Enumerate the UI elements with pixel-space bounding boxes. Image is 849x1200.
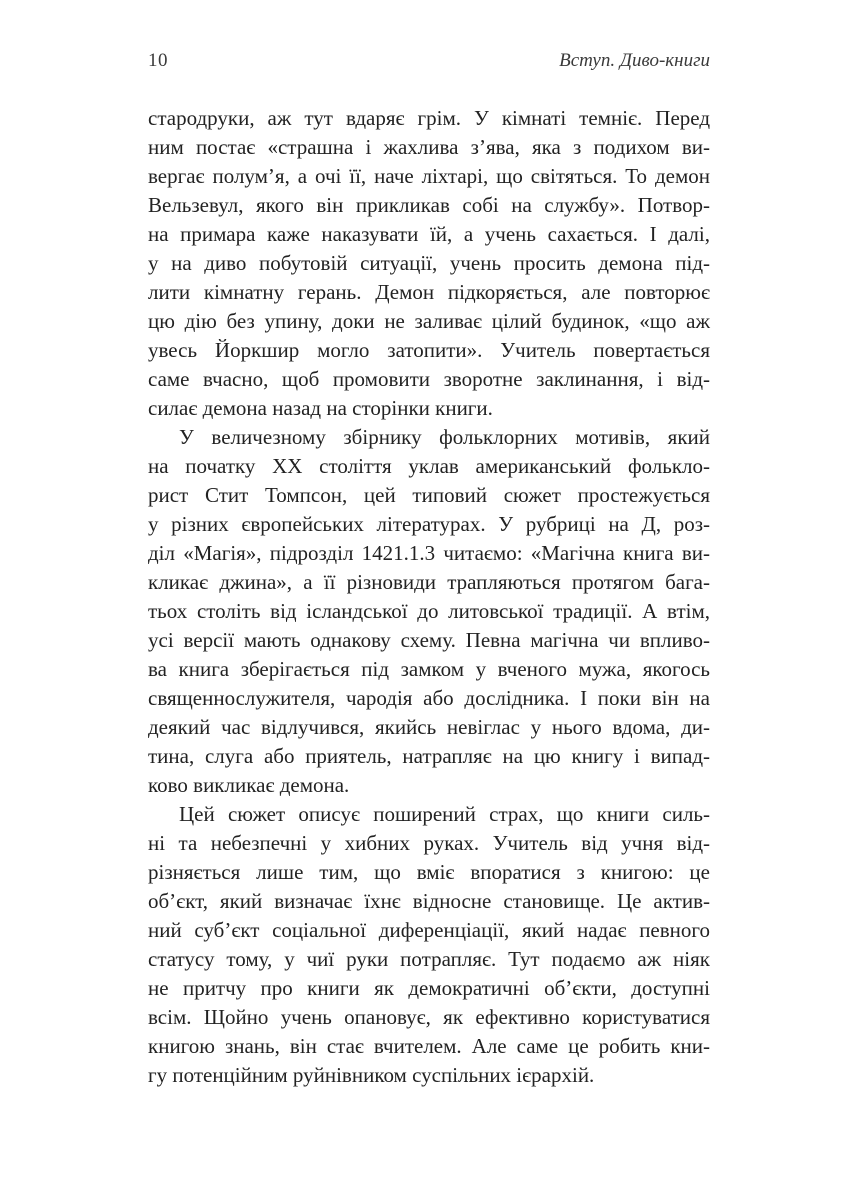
- text-line: тина, слуга або приятель, натрапляє на цю книгу і випад-: [148, 744, 710, 768]
- text-line: вергає полум’я, а очі її, наче ліхтарі, що світяться. То демон: [148, 164, 710, 188]
- text-line: увесь Йоркшир могло затопити». Учитель повертається: [148, 338, 710, 362]
- text-line: різняється лише тим, що вміє впоратися з книгою: це: [148, 860, 710, 884]
- text-line: усі версії мають однакову схему. Певна магічна чи впливо-: [148, 628, 710, 652]
- text-line: рист Стит Томпсон, цей типовий сюжет простежується: [148, 483, 710, 507]
- text-line: кликає джина», а її різновиди трапляються протягом бага-: [148, 570, 710, 594]
- text-line: у різних європейських літературах. У рубриці на Д, роз-: [148, 512, 710, 536]
- paragraph: [148, 800, 710, 1090]
- text-line: ва книга зберігається під замком у вченого мужа, якогось: [148, 657, 710, 681]
- running-header-title: Вступ. Диво-книги: [559, 50, 710, 71]
- text-line: саме вчасно, щоб промовити зворотне заклинання, і від-: [148, 367, 710, 391]
- text-line: статусу тому, у чиї руки потрапляє. Тут подаємо аж ніяк: [148, 947, 710, 971]
- text-line: Цей сюжет описує поширений страх, що книги силь-: [179, 802, 710, 826]
- text-line: ково викликає демона.: [148, 773, 350, 797]
- text-line: лити кімнатну герань. Демон підкоряється, але повторює: [148, 280, 710, 304]
- text-line: Вельзевул, якого він прикликав собі на службу». Потвор-: [148, 193, 710, 217]
- text-line: ні та небезпечні у хибних руках. Учитель від учня від-: [148, 831, 710, 855]
- text-line: книгою знань, він стає вчителем. Але саме це робить кни-: [148, 1034, 710, 1058]
- text-line: цю дію без упину, доки не заливає цілий будинок, «що аж: [148, 309, 710, 333]
- text-line: священнослужителя, чародія або дослідника. І поки він на: [148, 686, 710, 710]
- paragraph: [148, 423, 710, 800]
- text-line: ним постає «страшна і жахлива з’ява, яка з подихом ви-: [148, 135, 710, 159]
- text-line: не притчу про книги як демократичні об’єкти, доступні: [148, 976, 710, 1000]
- text-line: діл «Магія», підрозділ 1421.1.3 читаємо: «Магічна книга ви-: [148, 541, 710, 565]
- text-line: на початку XX століття уклав американський фолькло-: [148, 454, 710, 478]
- paragraph: [148, 104, 710, 423]
- page-body: [148, 104, 710, 1090]
- text-line: всім. Щойно учень опановує, як ефективно користуватися: [148, 1005, 710, 1029]
- text-line: силає демона назад на сторінки книги.: [148, 396, 493, 420]
- text-line: гу потенційним руйнівником суспільних ієрархій.: [148, 1063, 595, 1087]
- text-line: тьох століть від ісландської до литовської традиції. А втім,: [148, 599, 710, 623]
- text-line: деякий час відлучився, якийсь невіглас у нього вдома, ди-: [148, 715, 710, 739]
- text-line: стародруки, аж тут вдаряє грім. У кімнаті темніє. Перед: [148, 106, 710, 130]
- text-line: об’єкт, який визначає їхнє відносне становище. Це актив-: [148, 889, 710, 913]
- text-line: У величезному збірнику фольклорних мотивів, який: [179, 425, 710, 449]
- text-line: у на диво побутовій ситуації, учень просить демона під-: [148, 251, 710, 275]
- text-line: на примара каже наказувати їй, а учень сахається. І далі,: [148, 222, 710, 246]
- page-number: 10: [148, 50, 168, 71]
- running-head: [148, 50, 710, 72]
- text-line: ний суб’єкт соціальної диференціації, який надає певного: [148, 918, 710, 942]
